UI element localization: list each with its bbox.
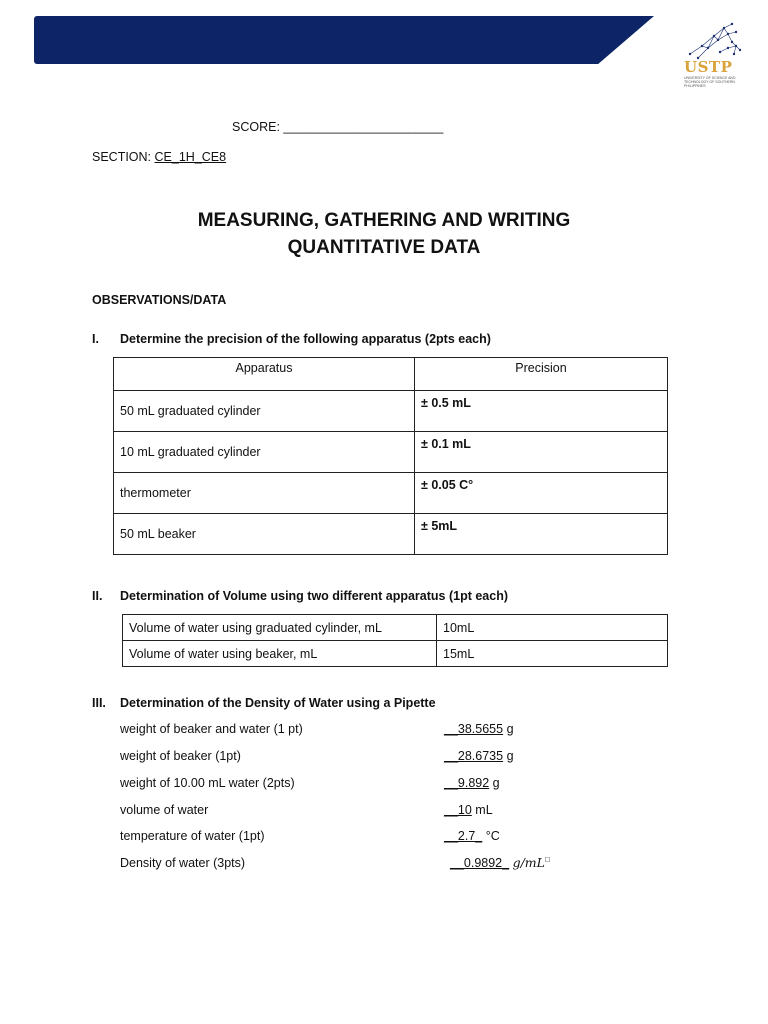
page-title-line2: QUANTITATIVE DATA	[287, 237, 481, 258]
value-text: __0.9892_	[450, 856, 510, 871]
precision-cell: ± 0.05 C°	[415, 473, 668, 514]
density-row-label: volume of water	[120, 803, 209, 817]
part2-numeral: II.	[92, 589, 103, 603]
density-row-label: weight of 10.00 mL water (2pts)	[120, 776, 295, 790]
placeholder-box-icon: □	[544, 855, 550, 864]
apparatus-cell: thermometer	[114, 473, 415, 514]
value-text: __9.892	[444, 776, 490, 790]
volume-label-cell: Volume of water using graduated cylinder, mL	[123, 615, 437, 641]
precision-cell: ± 0.5 mL	[415, 391, 668, 432]
density-row-value	[444, 749, 514, 763]
value-unit: g	[503, 749, 514, 763]
table-row	[123, 615, 668, 641]
volume-label-cell: Volume of water using beaker, mL	[123, 641, 437, 667]
density-row-label: temperature of water (1pt)	[120, 829, 265, 843]
value-text: __28.6735	[444, 749, 504, 763]
table-header-row	[114, 358, 668, 391]
value-unit: mL	[471, 803, 493, 817]
density-row-value	[444, 776, 500, 790]
column-header: Apparatus	[114, 358, 415, 391]
part1-heading: Determine the precision of the following apparatus (2pts each)	[120, 332, 491, 346]
logo-wordmark: USTP	[684, 58, 733, 76]
apparatus-cell: 50 mL beaker	[114, 514, 415, 555]
page-title-line1: MEASURING, GATHERING AND WRITING	[197, 210, 571, 231]
volume-value-cell: 15mL	[437, 641, 668, 667]
density-row-value	[444, 803, 493, 817]
precision-table	[113, 357, 668, 555]
logo-subtext: UNIVERSITY OF SCIENCE AND TECHNOLOGY OF SOUTHERN PHILIPPINES	[684, 76, 736, 88]
table-row	[123, 641, 668, 667]
density-row-value	[444, 829, 500, 843]
table-row	[114, 432, 668, 473]
volume-value-cell: 10mL	[437, 615, 668, 641]
density-row-label: weight of beaker (1pt)	[120, 749, 241, 763]
value-unit: g/mL	[512, 855, 545, 871]
table-row	[114, 473, 668, 514]
section-label: SECTION:	[92, 150, 152, 164]
section-value: CE_1H_CE8	[154, 150, 227, 164]
value-unit: °C	[482, 829, 500, 843]
value-unit: g	[489, 776, 500, 790]
density-row-label: weight of beaker and water (1 pt)	[120, 722, 303, 736]
value-text: __38.5655	[444, 722, 504, 736]
density-row-label: Density of water (3pts)	[120, 856, 246, 870]
apparatus-cell: 10 mL graduated cylinder	[114, 432, 415, 473]
apparatus-cell: 50 mL graduated cylinder	[114, 391, 415, 432]
volume-table	[122, 614, 668, 667]
part3-numeral: III.	[92, 696, 106, 710]
value-text: __10	[444, 803, 472, 817]
header-banner	[34, 16, 654, 64]
value-unit: g	[503, 722, 514, 736]
score-label: SCORE:	[232, 120, 280, 134]
part2-heading: Determination of Volume using two different apparatus (1pt each)	[120, 589, 509, 603]
precision-cell: ± 0.1 mL	[415, 432, 668, 473]
precision-cell: ± 5mL	[415, 514, 668, 555]
table-row	[114, 391, 668, 432]
part1-numeral: I.	[92, 332, 99, 346]
observations-heading: OBSERVATIONS/DATA	[92, 293, 227, 307]
score-blank: _______________________	[283, 120, 444, 134]
value-text: __2.7_	[444, 829, 483, 843]
section-field	[92, 150, 226, 164]
density-row-value	[450, 855, 550, 870]
density-row-value	[444, 722, 514, 736]
part3-heading: Determination of the Density of Water using a Pipette	[120, 696, 436, 710]
column-header: Precision	[415, 358, 668, 391]
table-row	[114, 514, 668, 555]
score-field	[232, 120, 443, 134]
